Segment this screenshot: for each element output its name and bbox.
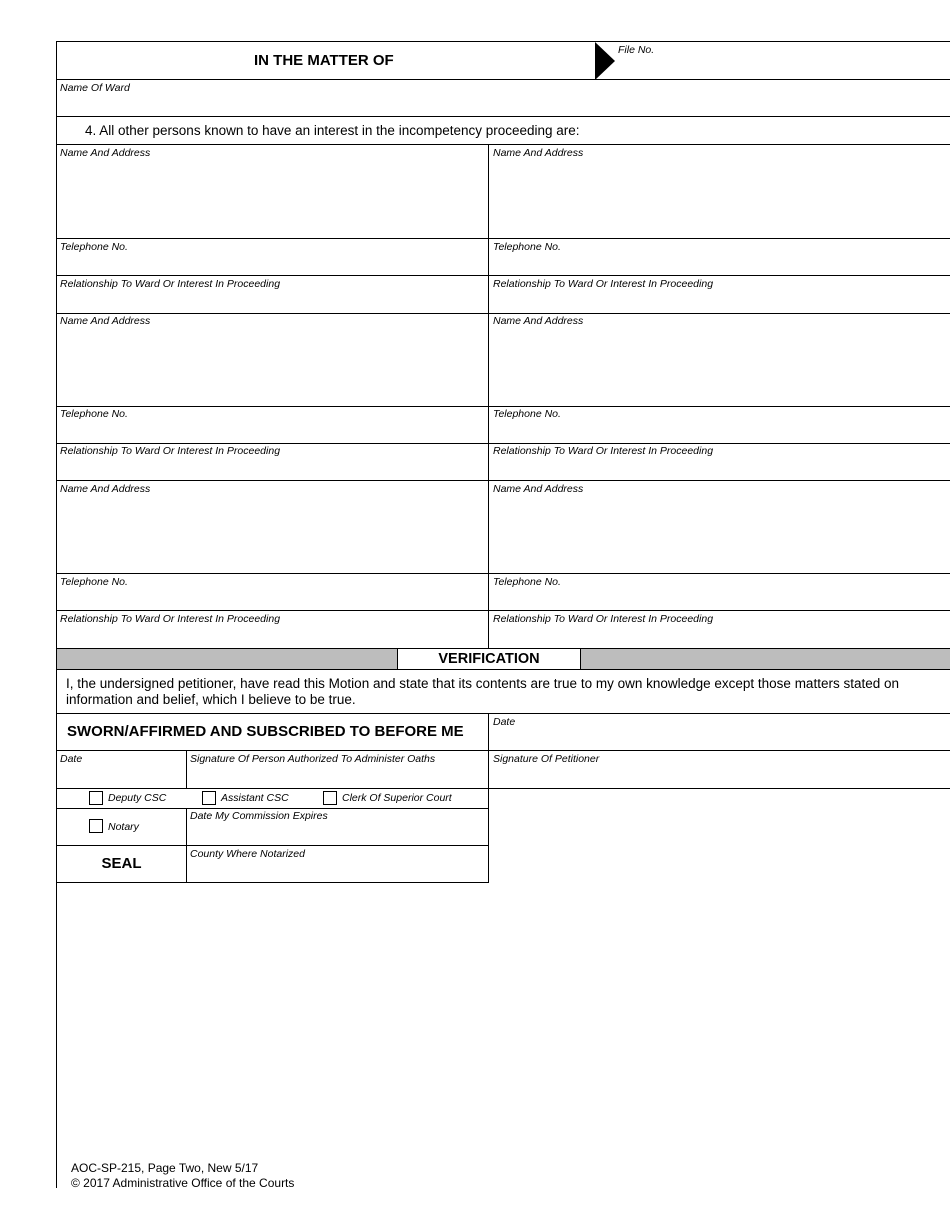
clerk-superior-court-checkbox[interactable] [323, 791, 337, 805]
name-address-label: Name And Address [493, 315, 584, 327]
signature-bottom-line [56, 788, 950, 789]
petitioner-signature-label: Signature Of Petitioner [493, 753, 600, 765]
relationship-label: Relationship To Ward Or Interest In Proceeding [493, 613, 714, 625]
telephone-label: Telephone No. [60, 408, 128, 420]
person-3-right-relationship-field[interactable] [489, 611, 950, 648]
telephone-label: Telephone No. [60, 576, 128, 588]
person-3-right-telephone-field[interactable] [489, 574, 950, 610]
person-2-right-telephone-field[interactable] [489, 407, 950, 443]
name-address-label: Name And Address [493, 483, 584, 495]
relationship-label: Relationship To Ward Or Interest In Proceeding [60, 278, 281, 290]
telephone-label: Telephone No. [493, 576, 561, 588]
deputy-csc-label: Deputy CSC [108, 792, 167, 804]
telephone-label: Telephone No. [493, 241, 561, 253]
telephone-label: Telephone No. [60, 241, 128, 253]
verification-box-right [580, 648, 581, 669]
assistant-csc-checkbox[interactable] [202, 791, 216, 805]
notary-checkbox[interactable] [89, 819, 103, 833]
county-notarized-label: County Where Notarized [190, 848, 305, 860]
deputy-csc-checkbox[interactable] [89, 791, 103, 805]
official-signature-field[interactable] [187, 751, 488, 788]
in-the-matter-of-title: IN THE MATTER OF [254, 52, 394, 69]
person-2-left-telephone-field[interactable] [57, 407, 488, 443]
person-3-left-name-address-field[interactable] [57, 481, 488, 573]
official-signature-label: Signature Of Person Authorized To Administer Oaths [190, 753, 436, 765]
petitioner-signature-field[interactable] [489, 751, 950, 788]
person-3-left-relationship-field[interactable] [57, 611, 488, 648]
name-address-label: Name And Address [60, 483, 151, 495]
person-1-right-relationship-field[interactable] [489, 276, 950, 313]
verification-band-bottom [56, 669, 950, 670]
item-4-text: 4. All other persons known to have an interest in the incompetency proceeding are: [85, 123, 580, 138]
notary-label: Notary [108, 821, 139, 833]
file-no-field[interactable] [616, 42, 950, 79]
sworn-title: SWORN/AFFIRMED AND SUBSCRIBED TO BEFORE ME [67, 723, 464, 740]
person-1-left-relationship-field[interactable] [57, 276, 488, 313]
relationship-label: Relationship To Ward Or Interest In Proceeding [493, 445, 714, 457]
telephone-label: Telephone No. [493, 408, 561, 420]
assistant-csc-label: Assistant CSC [221, 792, 289, 804]
person-2-right-relationship-field[interactable] [489, 444, 950, 480]
ward-name-field[interactable] [57, 80, 950, 116]
verification-band-left [57, 649, 397, 669]
verification-band-right [581, 649, 950, 669]
petitioner-date-field[interactable] [489, 714, 950, 750]
seal-label: SEAL [101, 855, 142, 872]
person-1-left-telephone-field[interactable] [57, 239, 488, 275]
commission-expires-field[interactable] [187, 809, 488, 845]
verification-title: VERIFICATION [438, 651, 540, 667]
clerk-superior-court-label: Clerk Of Superior Court [342, 792, 452, 804]
person-1-right-telephone-field[interactable] [489, 239, 950, 275]
ward-name-label: Name Of Ward [60, 82, 130, 94]
commission-expires-label: Date My Commission Expires [190, 810, 328, 822]
arrow-marker-icon [595, 42, 615, 80]
ward-bottom-line [56, 116, 950, 117]
person-3-left-telephone-field[interactable] [57, 574, 488, 610]
relationship-label: Relationship To Ward Or Interest In Proceeding [493, 278, 714, 290]
name-address-label: Name And Address [60, 147, 151, 159]
petitioner-date-label: Date [493, 716, 516, 728]
relationship-label: Relationship To Ward Or Interest In Proceeding [60, 613, 281, 625]
person-3-right-name-address-field[interactable] [489, 481, 950, 573]
official-date-field[interactable] [57, 751, 186, 788]
county-notarized-field[interactable] [187, 846, 488, 882]
person-1-left-name-address-field[interactable] [57, 145, 488, 238]
official-date-label: Date [60, 753, 83, 765]
form-id: AOC-SP-215, Page Two, New 5/17 [71, 1161, 259, 1175]
person-2-left-relationship-field[interactable] [57, 444, 488, 480]
verification-statement: I, the undersigned petitioner, have read this Motion and state that its contents are true to my own knowledge except those matters stated on information and belief, which I believe to be true. [66, 676, 899, 707]
person-1-right-name-address-field[interactable] [489, 145, 950, 238]
person-2-right-name-address-field[interactable] [489, 314, 950, 406]
file-no-label: File No. [618, 44, 655, 56]
name-address-label: Name And Address [493, 147, 584, 159]
seal-bottom-line [56, 882, 489, 883]
copyright: © 2017 Administrative Office of the Courts [71, 1176, 295, 1190]
name-address-label: Name And Address [60, 315, 151, 327]
relationship-label: Relationship To Ward Or Interest In Proceeding [60, 445, 281, 457]
person-2-left-name-address-field[interactable] [57, 314, 488, 406]
